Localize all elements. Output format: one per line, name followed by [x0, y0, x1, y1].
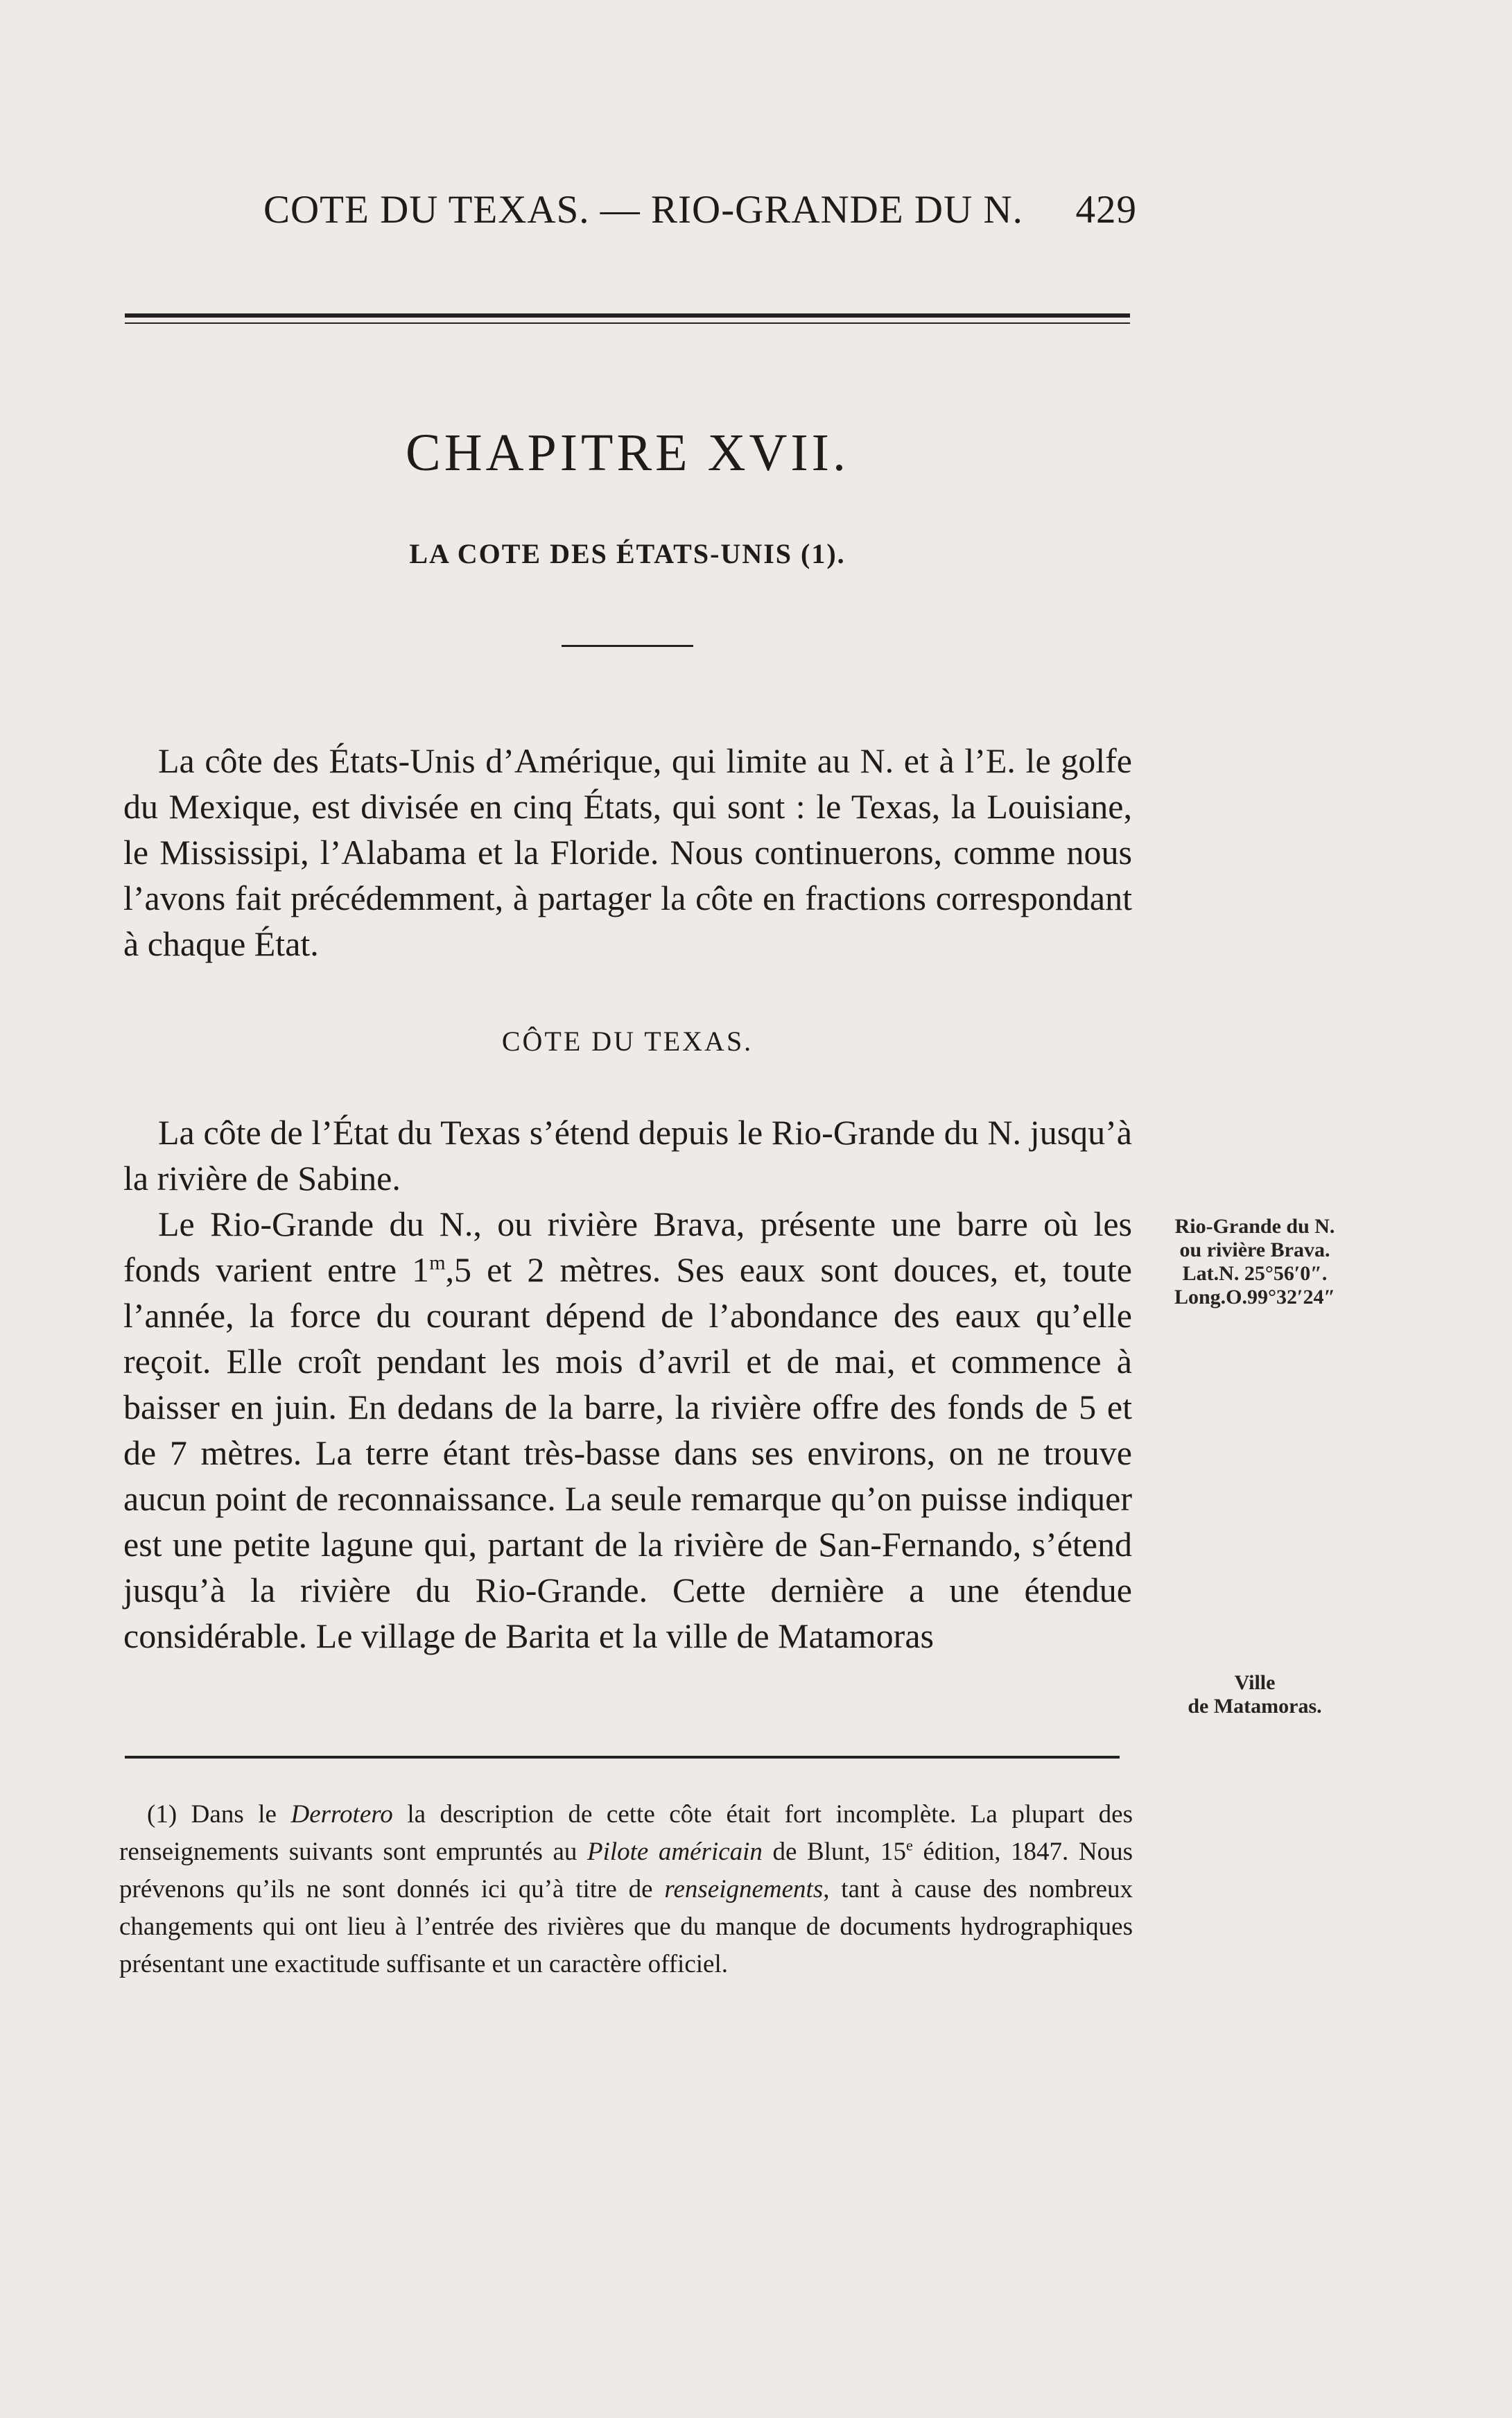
footnote [119, 1796, 1133, 1983]
header-rule-thick [125, 313, 1130, 318]
meter-superscript: m [429, 1251, 446, 1275]
paragraph-2-part-2: ,5 et 2 mètres. Ses eaux sont douces, et, toute l’année, la force du courant dépend de l’abondance des eaux qu’elle reçoit. Elle croît pendant les mois d’avril et de mai, et commence à baisser en juin. En dedans de la barre, la rivière offre des fonds de 5 et de 7 mètres. La terre étant très-basse dans ses environs, on ne trouve aucun point de reconnaissance. La seule remarque qu’on puisse indiquer est une petite lagune qui, partant de la rivière de San-Fernando, s’étend jusqu’à la rivière du Rio-Grande. Cette dernière a une étendue considérable. Le village de Barita et la ville de Matamoras [123, 1250, 1132, 1655]
margin-note-rio-grande-line-2: ou rivière Brava. [1179, 1238, 1330, 1261]
margin-note-rio-grande-line-4: Long.O.99°32′24″ [1174, 1286, 1336, 1309]
footnote-part-2: la description de cette côte était fort incomplète. La plupart des renseignements suivants sont empruntés au [119, 1800, 1133, 1866]
footnote-part-5: , tant à cause des nombreux changements qui ont lieu à l’entrée des rivières que du manque de documents hydrographiques présentant une exactitude suffisante et un caractère officiel. [119, 1875, 1133, 1978]
margin-note-rio-grande-line-1: Rio-Grande du N. [1174, 1215, 1335, 1238]
footnote-part-3: de Blunt, 15 [762, 1838, 907, 1866]
chapter-subtitle: LA COTE DES ÉTATS-UNIS (1). [409, 538, 846, 569]
intro-paragraph-text: La côte des États-Unis d’Amérique, qui limite au N. et à l’E. le golfe du Mexique, est divisée en cinq États, qui sont : le Texas, la Louisiane, le Mississipi, l’Alabama et la Floride. Nous continuerons, comme nous l’avons fait précédemment, à partager la côte en fractions correspondant à chaque État. [123, 741, 1132, 963]
chapter-title: CHAPITRE XVII. [406, 424, 849, 482]
section-title: CÔTE DU TEXAS. [501, 1026, 754, 1057]
section-paragraph-1: La côte de l’État du Texas s’étend depuis le Rio-Grande du N. jusqu’à la rivière de Sabine. [123, 1113, 1132, 1198]
margin-note-rio-grande-line-3: Lat.N. 25°56′0″. [1182, 1262, 1328, 1285]
page-number: 429 [1075, 188, 1137, 232]
margin-note-matamoras-line-1: Ville [1234, 1671, 1276, 1694]
paragraph-2-part-1: Le Rio-Grande du N., ou rivière Brava, présente une barre où les fonds varient entre 1 [123, 1204, 1132, 1289]
section-paragraph-2 [123, 1201, 1132, 1659]
footnote-part-1: (1) Dans le [147, 1800, 291, 1829]
footnote-pilote: Pilote américain [586, 1838, 763, 1866]
running-title: COTE DU TEXAS. — RIO-GRANDE DU N. [263, 188, 1023, 232]
margin-note-matamoras-line-2: de Matamoras. [1188, 1695, 1322, 1718]
footnote-text [119, 1796, 1133, 1983]
intro-paragraph [123, 738, 1132, 967]
header-rule-thin [125, 322, 1130, 324]
chapter-divider [562, 645, 693, 647]
footnote-edition-sup: e [906, 1836, 913, 1854]
footnote-derrotero: Derrotero [290, 1800, 393, 1829]
footnote-renseignements: renseignements [664, 1875, 824, 1903]
margin-note-matamoras [1151, 1671, 1359, 1718]
footnote-part-4: édition, 1847. Nous prévenons qu’ils ne sont donnés ici qu’à titre de [119, 1838, 1133, 1903]
footnote-rule [125, 1756, 1120, 1759]
margin-note-rio-grande [1144, 1215, 1366, 1309]
section-body [123, 1109, 1132, 1659]
